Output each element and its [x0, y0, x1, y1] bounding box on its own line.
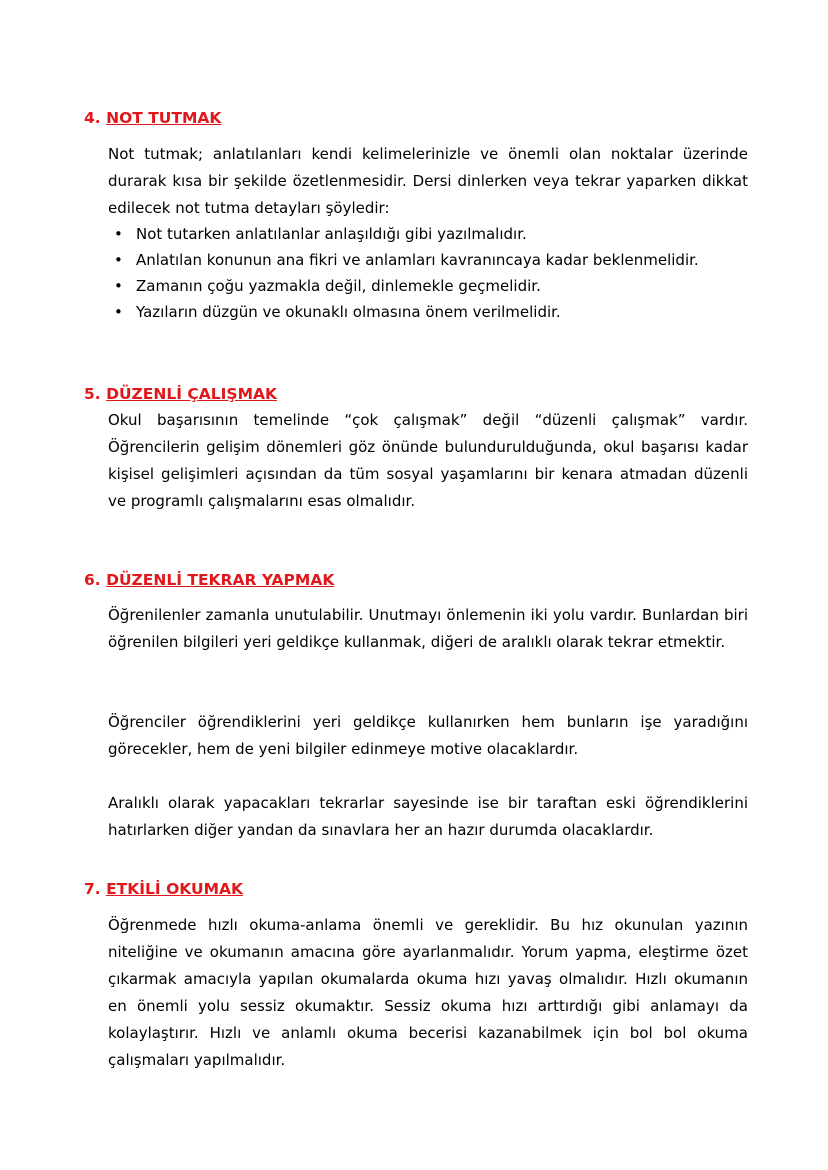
bullet-icon: • — [114, 303, 123, 321]
section-paragraph: Öğrenciler öğrendiklerini yeri geldikçe kullanırken hem bunların işe yaradığını görecekler, hem de yeni bilgiler edinmeye motive olacaklardır. — [108, 713, 748, 758]
section-heading-not-tutmak — [84, 108, 221, 128]
list-item-text: Anlatılan konunun ana fikri ve anlamları kavranıncaya kadar beklenmelidir. — [136, 251, 699, 269]
section-title: DÜZENLİ TEKRAR YAPMAK — [106, 571, 335, 589]
list-item — [108, 299, 748, 325]
section-number: 7. — [84, 880, 101, 898]
section-heading-duzenli-calismak — [84, 384, 277, 404]
bullet-icon: • — [114, 277, 123, 295]
list-item-text: Zamanın çoğu yazmakla değil, dinlemekle geçmelidir. — [136, 277, 541, 295]
list-item — [108, 247, 748, 273]
section-paragraph: Öğrenmede hızlı okuma-anlama önemli ve gereklidir. Bu hız okunulan yazının niteliğine ve okumanın amacına göre ayarlanmalıdır. Yorum yapma, eleştirme özet çıkarmak amacıyla yapılan okumalarda okuma hızı yavaş olmalıdır. Hızlı okumanın en önemli yolu sessiz okumaktır. Sessiz okuma hızı arttırdığı gibi anlamayı da kolaylaştırır. Hızlı ve anlamlı okuma becerisi kazanabilmek için bol bol okuma çalışmaları yapılmalıdır. — [108, 916, 748, 1069]
section-heading-duzenli-tekrar-yapmak — [84, 570, 334, 590]
section-number: 6. — [84, 571, 101, 589]
section-heading-etkili-okumak — [84, 879, 243, 899]
section-paragraph: Aralıklı olarak yapacakları tekrarlar sayesinde ise bir taraftan eski öğrendiklerini hatırlarken diğer yandan da sınavlara her an hazır durumda olacaklardır. — [108, 794, 748, 839]
list-item-text: Yazıların düzgün ve okunaklı olmasına önem verilmelidir. — [136, 303, 561, 321]
section-title: DÜZENLİ ÇALIŞMAK — [106, 385, 277, 403]
list-item — [108, 221, 748, 247]
section-number: 5. — [84, 385, 101, 403]
section-paragraph: Öğrenilenler zamanla unutulabilir. Unutmayı önlemenin iki yolu vardır. Bunlardan biri öğrenilen bilgileri yeri geldikçe kullanmak, diğeri de aralıklı olarak tekrar etmektir. — [108, 606, 748, 651]
section-title: NOT TUTMAK — [106, 109, 222, 127]
section-paragraph: Okul başarısının temelinde “çok çalışmak” değil “düzenli çalışmak” vardır. Öğrencilerin gelişim dönemleri göz önünde bulundurulduğunda, okul başarısı kadar kişisel gelişimleri açısından da tüm sosyal yaşamlarını bir kenara atmadan düzenli ve programlı çalışmalarını esas olmalıdır. — [108, 411, 748, 510]
bullet-icon: • — [114, 251, 123, 269]
list-item — [108, 273, 748, 299]
section-intro-paragraph: Not tutmak; anlatılanları kendi kelimelerinizle ve önemli olan noktalar üzerinde durarak kısa bir şekilde özetlenmesidir. Dersi dinlerken veya tekrar yaparken dikkat edilecek not tutma detayları şöyledir: — [108, 145, 748, 217]
section-title: ETKİLİ OKUMAK — [106, 880, 244, 898]
section-number: 4. — [84, 109, 101, 127]
bullet-icon: • — [114, 225, 123, 243]
list-item-text: Not tutarken anlatılanlar anlaşıldığı gibi yazılmalıdır. — [136, 225, 527, 243]
note-taking-bullet-list — [108, 221, 748, 325]
